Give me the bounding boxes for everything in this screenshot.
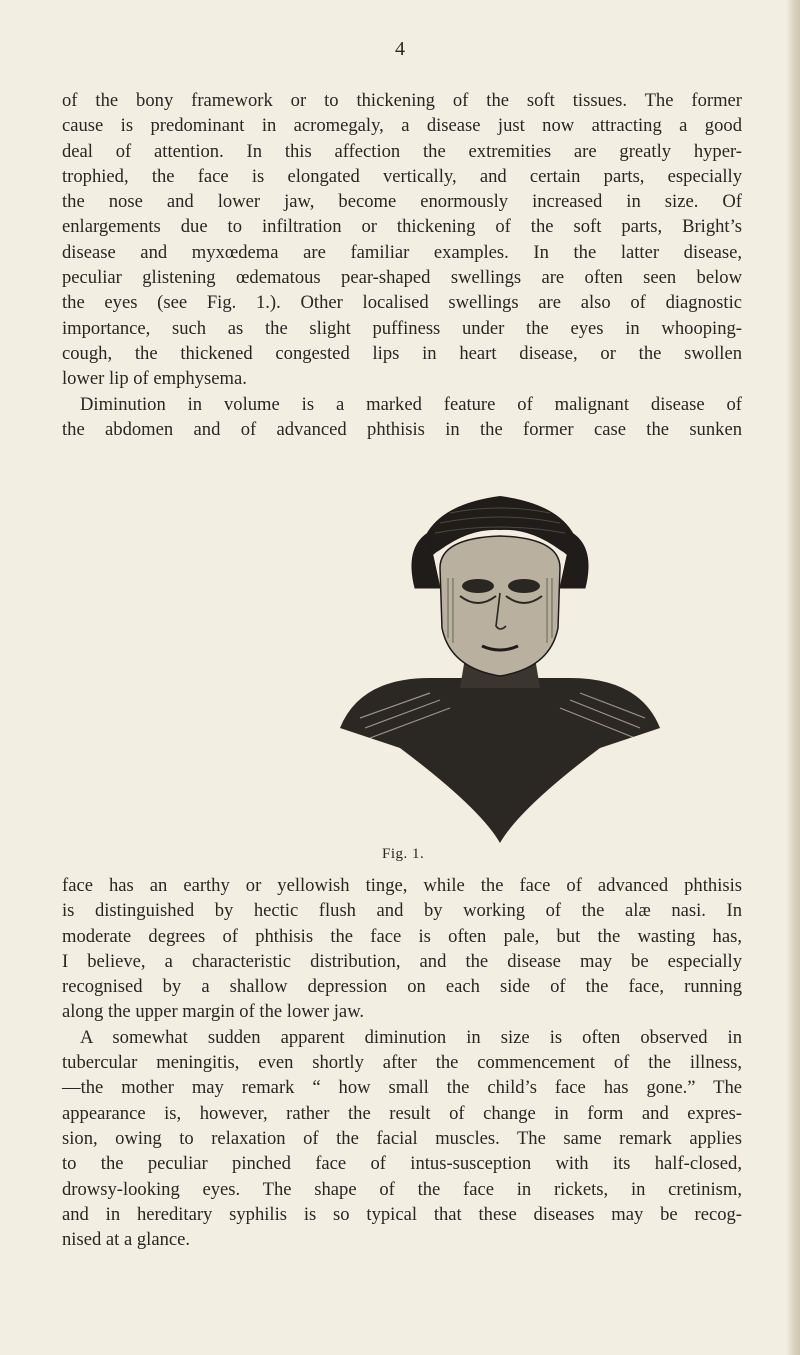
page-edge-shadow [786, 0, 800, 1355]
garment-shape [340, 678, 660, 843]
text-line: enlargements due to infiltration or thickening of the soft parts, Bright’s [62, 216, 742, 238]
text-line: cause is predominant in acromegaly, a disease just now attracting a good [62, 115, 742, 137]
text-line: the abdomen and of advanced phthisis in the former case the sunken [62, 418, 742, 440]
text-line: A somewhat sudden apparent diminution in size is often observed in [80, 1026, 742, 1048]
text-line: the eyes (see Fig. 1.). Other localised swellings are also of diagnostic [62, 292, 742, 314]
text-line: peculiar glistening œdematous pear-shaped swellings are often seen below [62, 267, 742, 289]
text-line: drowsy-looking eyes. The shape of the face in rickets, in cretinism, [62, 1178, 742, 1200]
text-line: moderate degrees of phthisis the face is often pale, but the wasting has, [62, 925, 742, 947]
text-line: tubercular meningitis, even shortly after the commencement of the illness, [62, 1052, 742, 1074]
text-line: —the mother may remark “ how small the child’s face has gone.” The [62, 1077, 742, 1099]
text-line: sion, owing to relaxation of the facial muscles. The same remark applies [62, 1127, 742, 1149]
figure-caption: Fig. 1. [382, 846, 425, 862]
text-line: trophied, the face is elongated vertically, and certain parts, especially [62, 165, 742, 187]
text-line: Diminution in volume is a marked feature of malignant disease of [80, 393, 742, 415]
text-line: recognised by a shallow depression on each side of the face, running [62, 976, 742, 998]
left-eye [462, 579, 494, 593]
paragraph-bottom [62, 873, 742, 1252]
right-eye [508, 579, 540, 593]
text-line: appearance is, however, rather the result of change in form and expres- [62, 1102, 742, 1124]
text-line: of the bony framework or to thickening of the soft tissues. The former [62, 90, 742, 111]
face-shape [440, 536, 560, 676]
text-line: I believe, a characteristic distribution, and the disease may be especially [62, 950, 742, 972]
text-line: deal of attention. In this affection the extremities are greatly hyper- [62, 140, 742, 162]
text-line: along the upper margin of the lower jaw. [62, 1001, 365, 1023]
text-line: cough, the thickened congested lips in heart disease, or the swollen [62, 342, 742, 364]
figure-engraving-face [300, 478, 700, 848]
text-line: to the peculiar pinched face of intus-susception with its half-closed, [62, 1153, 742, 1175]
text-line: the nose and lower jaw, become enormously increased in size. Of [62, 191, 742, 213]
text-line: and in hereditary syphilis is so typical that these diseases may be recog- [62, 1203, 742, 1225]
engraving-illustration [340, 496, 660, 843]
paragraph-top [62, 88, 742, 442]
text-line: importance, such as the slight puffiness under the eyes in whooping- [62, 317, 742, 339]
page-number: 4 [395, 38, 405, 60]
text-line: nised at a glance. [62, 1229, 191, 1251]
text-line: face has an earthy or yellowish tinge, while the face of advanced phthisis [62, 875, 742, 896]
text-line: lower lip of emphysema. [62, 368, 247, 390]
text-line: disease and myxœdema are familiar examples. In the latter disease, [62, 241, 742, 263]
text-line: is distinguished by hectic flush and by working of the alæ nasi. In [62, 900, 742, 922]
